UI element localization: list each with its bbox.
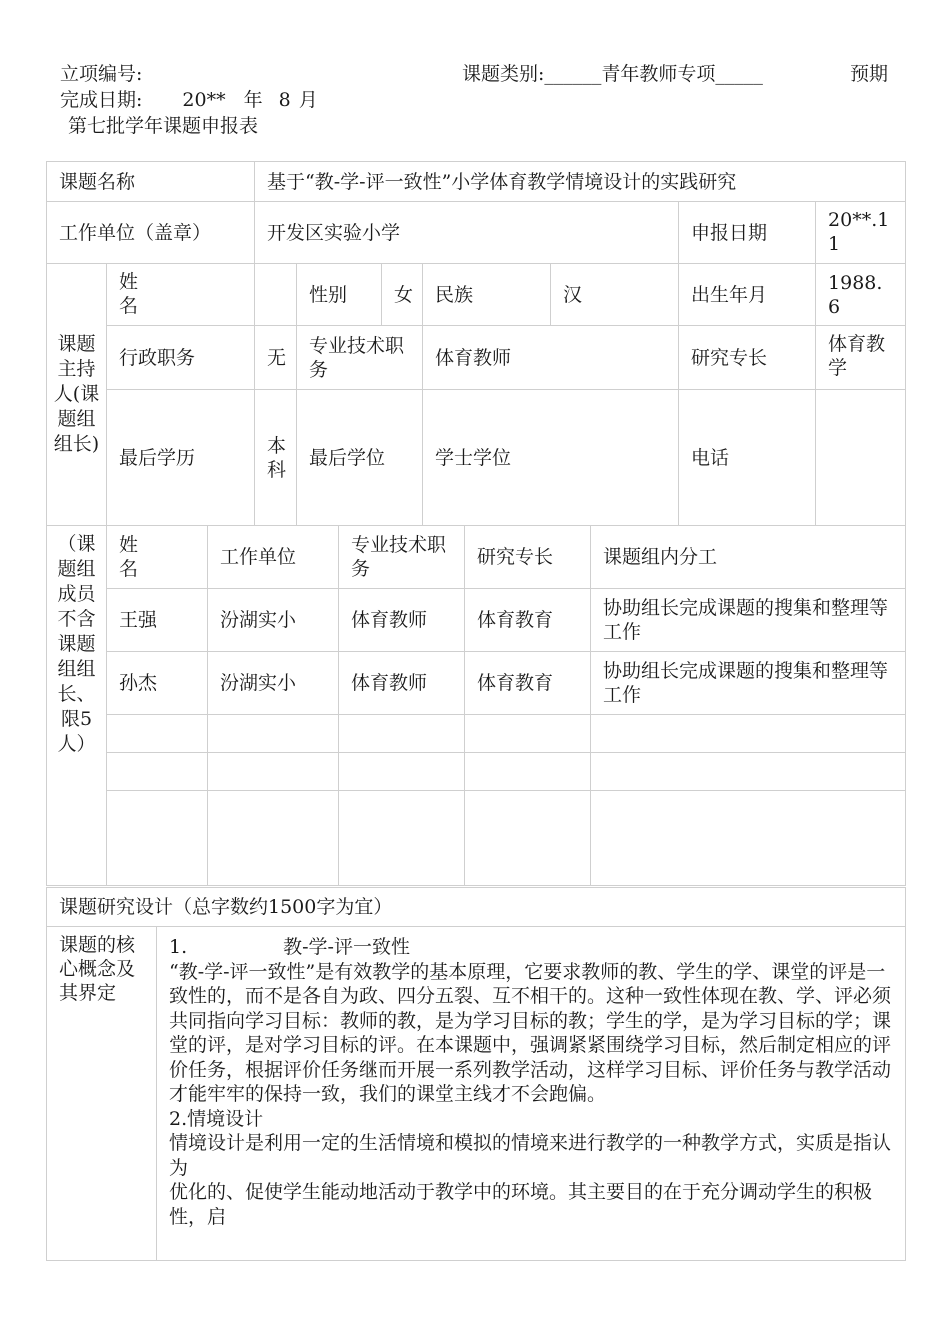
work-unit-value: 开发区实验小学 [255,202,679,264]
member-unit [208,791,339,886]
table-row [47,589,906,652]
members-section-label: （课题组成员不含课题组组长、限5人） [47,526,107,886]
category-label: 课题类别: [462,63,545,85]
item2-body-b: 优化的、促使学生能动地活动于教学中的环境。其主要目的在于充分调动学生的积极性，启 [169,1181,873,1228]
category-blank-left: ______ [544,63,602,85]
member-unit: 汾湖实小 [208,589,339,652]
degree-label: 最后学位 [297,390,423,526]
col-header-division: 课题组内分工 [591,526,906,589]
member-expertise: 体育教育 [465,652,591,715]
member-expertise [465,753,591,791]
member-expertise [465,715,591,753]
member-division [591,715,906,753]
table-row [47,753,906,791]
design-title: 课题研究设计（总字数约1500字为宜） [47,888,906,927]
col-header-title: 专业技术职务 [339,526,465,589]
host-row-1 [47,264,906,326]
education-label: 最后学历 [107,390,255,526]
work-unit-label: 工作单位（盖章） [47,202,255,264]
member-title [339,791,465,886]
member-name [107,715,208,753]
completion-month: 8 [278,89,291,111]
members-table [46,525,906,886]
member-expertise: 体育教育 [465,589,591,652]
host-name-value [255,264,297,326]
admin-post-value: 无 [255,326,297,390]
degree-value: 学士学位 [423,390,679,526]
col-header-expertise: 研究专长 [465,526,591,589]
member-name: 孙杰 [107,652,208,715]
phone-value [816,390,906,526]
table-row [47,791,906,886]
host-row-2 [47,326,906,390]
member-unit [208,753,339,791]
form-title: 第七批学年课题申报表 [68,115,259,137]
member-division [591,753,906,791]
project-name-value: 基于“教-学-评一致性”小学体育教学情境设计的实践研究 [255,162,906,202]
month-label: 月 [298,89,318,111]
member-division: 协助组长完成课题的搜集和整理等工作 [591,652,906,715]
host-section-label: 课题主持人(课题组组长) [47,264,107,526]
member-name [107,791,208,886]
item2-title: 2.情境设计 [169,1107,264,1130]
col-header-unit: 工作单位 [208,526,339,589]
work-unit-row [47,202,906,264]
birth-value: 1988.6 [816,264,906,326]
admin-post-label: 行政职务 [107,326,255,390]
project-number-label: 立项编号: [60,63,143,85]
tech-title-label: 专业技术职务 [297,326,423,390]
member-title [339,715,465,753]
member-division: 协助组长完成课题的搜集和整理等工作 [591,589,906,652]
completion-date-line [60,88,318,112]
education-value: 本科 [255,390,297,526]
gender-value: 女 [382,264,423,326]
host-row-3 [47,390,906,526]
member-name [107,753,208,791]
expertise-label: 研究专长 [679,326,816,390]
category-blank-right: _____ [715,63,763,85]
core-concept-label: 课题的核心概念及其界定 [47,927,157,1261]
ethnic-label: 民族 [423,264,551,326]
member-title: 体育教师 [339,589,465,652]
item1-title: 教-学-评一致性 [283,936,410,958]
project-name-label: 课题名称 [47,162,255,202]
item1-heading [169,935,895,960]
phone-label: 电话 [679,390,816,526]
completion-year: 20** [182,89,226,111]
item2-body-a: 情境设计是利用一定的生活情境和模拟的情境来进行教学的一种教学方式，实质是指认为 [169,1132,892,1179]
category-line [462,62,763,86]
member-title [339,753,465,791]
project-name-row [47,162,906,202]
item1-body: “教-学-评一致性”是有效教学的基本原理，它要求教师的教、学生的学、课堂的评是一致性的，而不是各自为政、四分五裂、互不相干的。这种一致性体现在教、学、评必须共同指向学习目标：教师的教，是为学习目标的教；学生的学，是为学习目标的学；课堂的评，是对学习目标的评。在本课题中，强调紧紧围绕学习目标，然后制定相应的评价任务，根据评价任务继而开展一系列教学活动，这样学习目标、评价任务与教学活动才能牢牢的保持一致，我们的课堂主线才不会跑偏。 [169,960,892,1105]
gender-label: 性别 [297,264,382,326]
item1-number: 1. [169,936,188,958]
expected-label: 预期 [850,63,889,85]
member-name: 王强 [107,589,208,652]
core-concept-row [47,927,906,1261]
core-concept-content [157,927,906,1261]
table-row [47,652,906,715]
member-unit [208,715,339,753]
member-expertise [465,791,591,886]
research-design-table [46,887,906,1261]
members-header-row [47,526,906,589]
expertise-value: 体育教学 [816,326,906,390]
category-value: 青年教师专项 [601,63,716,85]
member-unit: 汾湖实小 [208,652,339,715]
completion-label: 完成日期: [60,89,143,111]
table-row [47,715,906,753]
ethnic-value: 汉 [551,264,679,326]
member-title: 体育教师 [339,652,465,715]
host-name-label: 姓名 [107,264,255,326]
apply-date-label: 申报日期 [679,202,816,264]
tech-title-value: 体育教师 [423,326,679,390]
year-label: 年 [243,89,263,111]
col-header-name: 姓名 [107,526,208,589]
design-title-row [47,888,906,927]
birth-label: 出生年月 [679,264,816,326]
member-division [591,791,906,886]
project-info-table [46,161,906,526]
apply-date-value: 20**.11 [816,202,906,264]
